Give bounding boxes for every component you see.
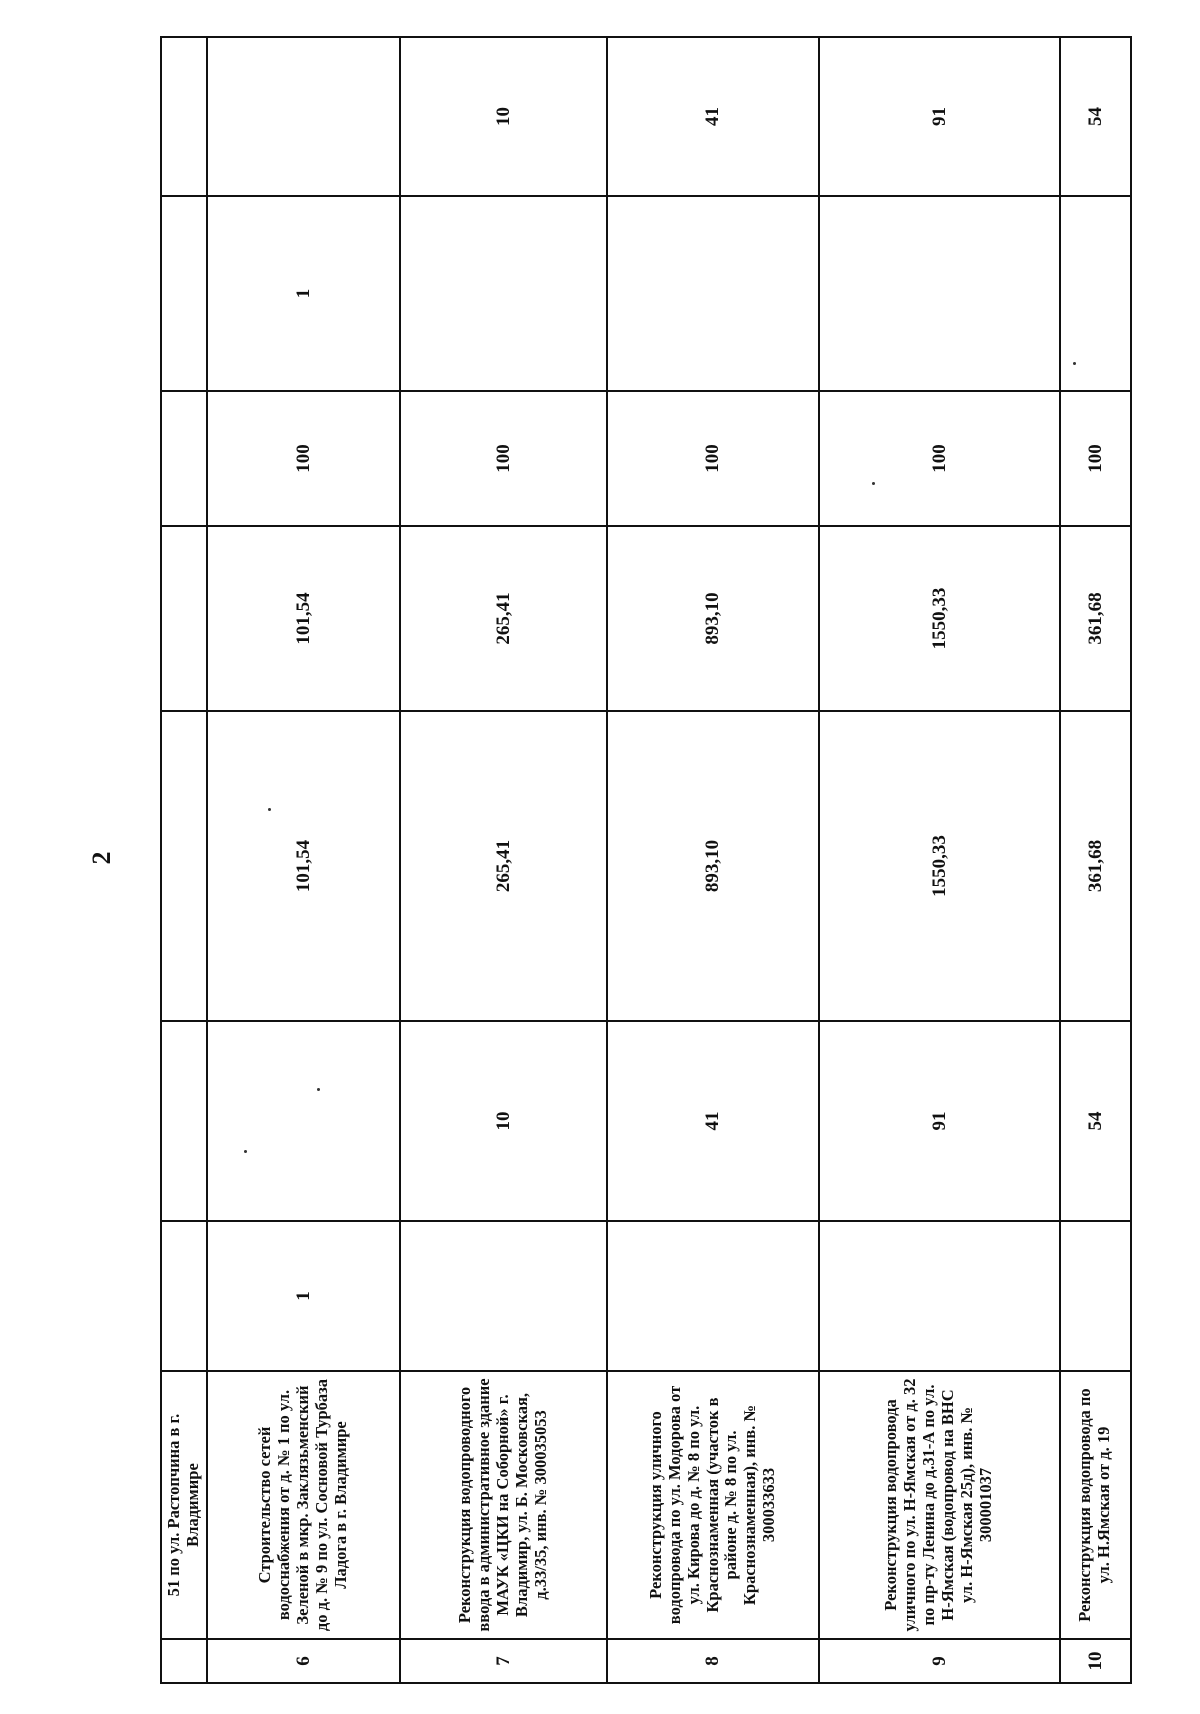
cell-col5: 100 [607,391,819,526]
cell-col2: 41 [607,1021,819,1221]
row-index: 9 [819,1639,1060,1683]
cell-col2 [161,1021,207,1221]
row-index: 10 [1060,1639,1131,1683]
scan-speck [244,1150,247,1153]
cell-col4: 361,68 [1060,526,1131,711]
cell-col5: 100 [819,391,1060,526]
cell-col4: 101,54 [207,526,400,711]
row-description: Реконструкция водопроводного ввода в административное здание МАУК «ЦКИ на Соборной» г. Владимир, ул. Б. Московская, д.33/35, инв. № 300035053 [400,1371,607,1639]
cell-col1 [819,1221,1060,1371]
cell-col7 [161,37,207,196]
row-index [161,1639,207,1683]
cell-col3: 101,54 [207,711,400,1021]
cell-col7: 10 [400,37,607,196]
row-description: Реконструкция водопровода уличного по ул. Н-Ямская от д. 32 по пр-ту Ленина до д.31-А по ул. Н-Ямская (водопровод на ВНС ул. Н-Ямская 25д), инв. № 300001037 [819,1371,1060,1639]
row-index: 7 [400,1639,607,1683]
scan-speck [1073,362,1076,365]
cell-col4: 893,10 [607,526,819,711]
row-index: 8 [607,1639,819,1683]
table-row [819,37,1060,1683]
row-description: 51 по ул. Растопчина в г. Владимире [161,1371,207,1639]
scan-speck [317,1088,320,1091]
page-number: 2 [87,851,116,865]
cell-col7: 41 [607,37,819,196]
table-frame [160,38,1132,1684]
cell-col6: 1 [207,196,400,391]
cell-col3: 265,41 [400,711,607,1021]
cell-col2: 10 [400,1021,607,1221]
cell-col5 [161,391,207,526]
works-table [160,36,1132,1684]
cell-col7 [207,37,400,196]
cell-col4: 1550,33 [819,526,1060,711]
cell-col1 [161,1221,207,1371]
table-row [400,37,607,1683]
cell-col2: 54 [1060,1021,1131,1221]
cell-col4: 265,41 [400,526,607,711]
cell-col6 [607,196,819,391]
cell-col3: 361,68 [1060,711,1131,1021]
table-row [1060,37,1131,1683]
cell-col2: 91 [819,1021,1060,1221]
cell-col1 [1060,1221,1131,1371]
cell-col3: 893,10 [607,711,819,1021]
cell-col4 [161,526,207,711]
table-row-continued [161,37,207,1683]
table-row [207,37,400,1683]
row-description: Строительство сетей водоснабжения от д. № 1 по ул. Зеленой в мкр. Заклязьменский до д. № 9 по ул. Сосновой Турбаза Ладога в г. Владимире [207,1371,400,1639]
cell-col5: 100 [1060,391,1131,526]
cell-col7: 91 [819,37,1060,196]
cell-col6 [161,196,207,391]
cell-col6 [1060,196,1131,391]
cell-col1 [400,1221,607,1371]
row-description: Реконструкция водопровода по ул. Н.Ямская от д. 19 [1060,1371,1131,1639]
cell-col5: 100 [207,391,400,526]
cell-col3 [161,711,207,1021]
scan-speck [268,808,271,811]
table-row [607,37,819,1683]
row-index: 6 [207,1639,400,1683]
row-description: Реконструкция уличного водопровода по ул. Модорова от ул. Кирова до д. № 8 по ул. Краснознаменная (участок в районе д. № 8 по ул. Краснознаменная), инв. № 300033633 [607,1371,819,1639]
cell-col5: 100 [400,391,607,526]
cell-col3: 1550,33 [819,711,1060,1021]
cell-col7: 54 [1060,37,1131,196]
cell-col2 [207,1021,400,1221]
cell-col1 [607,1221,819,1371]
cell-col1: 1 [207,1221,400,1371]
cell-col6 [819,196,1060,391]
cell-col6 [400,196,607,391]
scan-speck [872,482,875,485]
